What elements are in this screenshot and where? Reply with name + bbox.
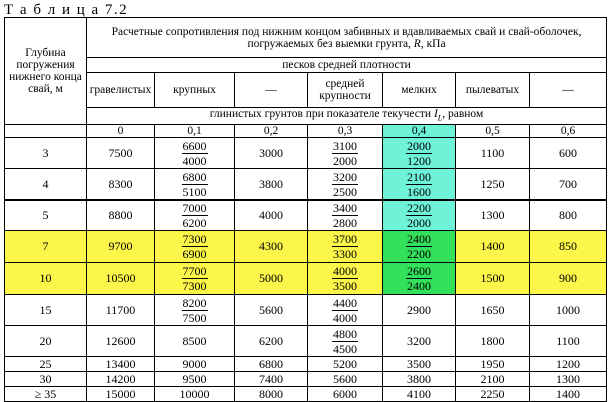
value-cell [383,200,456,231]
il-depth-spacer [5,125,87,138]
fraction-numerator: 2200 [407,201,431,216]
fraction-value [406,232,432,261]
value-cell [383,231,456,263]
fraction-value [182,296,208,325]
value-cell: 10000 [155,387,235,402]
value-cell: 1650 [456,295,530,326]
value-cell [155,231,235,263]
value-cell: 6200 [235,326,308,357]
value-cell: 1300 [530,372,607,387]
fraction-value [332,170,358,199]
value-cell [383,169,456,200]
fraction-numerator: 2600 [407,264,431,279]
il-value: 0,4 [383,125,456,138]
value-cell: 5600 [235,295,308,326]
il-value: 0,3 [308,125,383,138]
value-cell [155,295,235,326]
sand-type-header: пылеватых [456,73,530,108]
value-cell [308,295,383,326]
depth-cell: 7 [5,231,87,263]
value-cell: 8500 [155,326,235,357]
sand-type-header: — [530,73,607,108]
depth-header: Глубина погружения нижнего конца свай, м [5,18,87,125]
value-cell: 7500 [87,138,155,169]
value-cell: 1950 [456,357,530,372]
sand-type-header: — [235,73,308,108]
fraction-value [182,232,208,261]
value-cell: 14200 [87,372,155,387]
value-cell: 3800 [235,169,308,200]
fraction-denominator: 4500 [333,341,357,356]
sand-type-header: крупных [155,73,235,108]
fraction-value [182,201,208,230]
fraction-numerator: 3100 [333,138,357,153]
value-cell: 600 [530,138,607,169]
sand-type-header: средней крупности [308,73,383,108]
fraction-numerator: 3700 [333,232,357,247]
value-cell: 7400 [235,372,308,387]
depth-cell: 25 [5,357,87,372]
fraction-denominator: 5100 [182,184,207,199]
value-cell [308,200,383,231]
value-cell: 5000 [235,263,308,295]
fraction-numerator: 7000 [182,201,207,216]
value-cell: 2100 [456,372,530,387]
il-value: 0,1 [155,125,235,138]
fraction-numerator: 6800 [182,169,207,184]
fraction-denominator: 1200 [407,153,431,168]
value-cell: 3500 [383,357,456,372]
value-cell: 4100 [383,387,456,402]
value-cell: 1200 [530,357,607,372]
value-cell: 9500 [155,372,235,387]
fraction-numerator: 3200 [333,169,357,184]
value-cell: 3000 [235,138,308,169]
value-cell: 800 [530,200,607,231]
clay-header [87,108,607,125]
value-cell [308,169,383,200]
fraction-numerator: 2000 [407,138,431,153]
il-value: 0,5 [456,125,530,138]
fraction-value [332,296,358,325]
table-row [5,138,607,169]
value-cell: 3800 [383,372,456,387]
sand-types-row [5,73,607,108]
fraction-denominator: 7300 [182,279,207,294]
table-header [5,18,607,138]
fraction-numerator: 4000 [333,264,357,279]
il-values-row [5,125,607,138]
value-cell [155,200,235,231]
fraction-denominator: 3500 [333,279,357,294]
fraction-value [332,264,358,293]
depth-cell: 3 [5,138,87,169]
il-value: 0,6 [530,125,607,138]
sand-group-header: песков средней плотности [87,58,607,73]
value-cell [155,263,235,295]
table-row [5,295,607,326]
value-cell: 8800 [87,200,155,231]
fraction-numerator: 8200 [182,295,207,310]
value-cell: 1400 [456,231,530,263]
value-cell: 2250 [456,387,530,402]
sand-type-header: мелких [383,73,456,108]
value-cell: 15000 [87,387,155,402]
value-cell [308,138,383,169]
value-cell: 9700 [87,231,155,263]
value-cell: 13400 [87,357,155,372]
table-row [5,387,607,402]
fraction-value [406,170,432,199]
fraction-denominator: 2200 [407,247,431,262]
value-cell: 1300 [456,200,530,231]
fraction-denominator: 4000 [333,310,357,325]
il-value: 0,2 [235,125,308,138]
fraction-denominator: 2500 [333,184,357,199]
fraction-numerator: 3400 [333,201,357,216]
fraction-value [332,327,358,356]
depth-cell: 5 [5,200,87,231]
value-cell: 1500 [456,263,530,295]
value-cell: 8000 [235,387,308,402]
value-cell: 4000 [235,200,308,231]
fraction-value [406,201,432,230]
value-cell: 850 [530,231,607,263]
fraction-denominator: 6200 [182,216,207,231]
value-cell: 1400 [530,387,607,402]
table-row [5,169,607,200]
fraction-denominator: 3300 [333,247,357,262]
value-cell [383,138,456,169]
table-row [5,200,607,231]
depth-cell: 20 [5,326,87,357]
value-cell: 9000 [155,357,235,372]
sand-type-header: гравелистых [87,73,155,108]
value-cell: 1800 [456,326,530,357]
table-body [5,138,607,402]
fraction-value [182,139,208,168]
value-cell: 1250 [456,169,530,200]
value-cell [383,263,456,295]
value-cell: 1100 [456,138,530,169]
value-cell: 2900 [383,295,456,326]
fraction-numerator: 4800 [333,326,357,341]
value-cell: 1100 [530,326,607,357]
value-cell: 10500 [87,263,155,295]
fraction-denominator: 2000 [407,216,431,231]
fraction-value [182,170,208,199]
fraction-denominator: 4000 [182,153,207,168]
fraction-value [406,139,432,168]
fraction-denominator: 2800 [333,216,357,231]
value-cell: 6800 [235,357,308,372]
table-row [5,231,607,263]
fraction-value [332,232,358,261]
fraction-denominator: 6900 [182,247,207,262]
fraction-value [182,264,208,293]
fraction-numerator: 7700 [182,264,207,279]
table-row [5,372,607,387]
value-cell [308,326,383,357]
value-cell [155,138,235,169]
value-cell: 5200 [308,357,383,372]
fraction-numerator: 2100 [407,169,431,184]
fraction-value [406,264,432,293]
value-cell [308,231,383,263]
table-row [5,263,607,295]
value-cell: 12600 [87,326,155,357]
fraction-numerator: 7300 [182,232,207,247]
value-cell [308,263,383,295]
table-caption: Т а б л и ц а 7.2 [4,2,129,18]
depth-cell: 10 [5,263,87,295]
value-cell: 6000 [308,387,383,402]
fraction-denominator: 1600 [407,184,431,199]
value-cell: 4300 [235,231,308,263]
value-cell: 3200 [383,326,456,357]
table-row [5,357,607,372]
depth-cell: ≥ 35 [5,387,87,402]
value-cell: 8300 [87,169,155,200]
value-cell: 900 [530,263,607,295]
fraction-value [332,139,358,168]
il-value: 0 [87,125,155,138]
value-cell [155,169,235,200]
fraction-value [332,201,358,230]
fraction-numerator: 2400 [407,232,431,247]
depth-cell: 15 [5,295,87,326]
table-row [5,326,607,357]
depth-cell: 30 [5,372,87,387]
depth-cell: 4 [5,169,87,200]
fraction-denominator: 2400 [407,279,431,294]
value-cell: 11700 [87,295,155,326]
fraction-denominator: 7500 [182,310,207,325]
resistance-table [4,17,607,402]
fraction-numerator: 4400 [333,295,357,310]
clay-label: глинистых грунтов при показателе текучести $I_L$, равном [209,108,484,123]
fraction-denominator: 2000 [333,153,357,168]
title-header: Расчетные сопротивления под нижним концом забивных и вдавливаемых свай и свай-оболочек, погружаемых без выемки грунта, R, кПа [87,18,607,58]
value-cell: 5600 [308,372,383,387]
value-cell: 1000 [530,295,607,326]
value-cell: 700 [530,169,607,200]
fraction-numerator: 6600 [182,138,207,153]
